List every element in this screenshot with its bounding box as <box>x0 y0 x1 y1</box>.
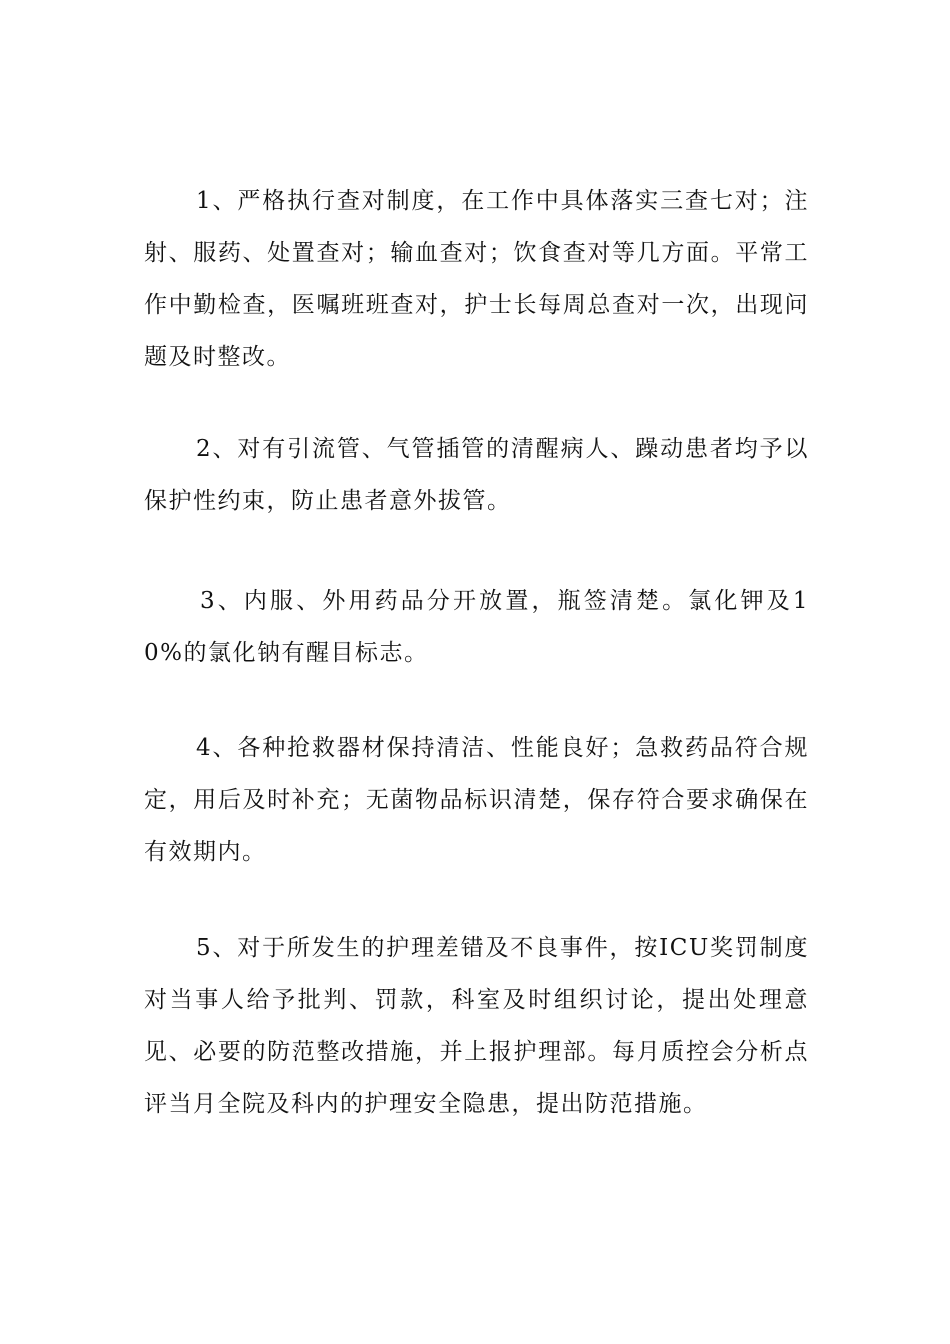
paragraph-2: 2、对有引流管、气管插管的清醒病人、躁动患者均予以保护性约束，防止患者意外拔管。 <box>144 436 809 514</box>
paragraph-3: 3、内服、外用药品分开放置，瓶签清楚。氯化钾及10%的氯化钠有醒目标志。 <box>144 588 809 666</box>
paragraph-4: 4、各种抢救器材保持清洁、性能良好；急救药品符合规定，用后及时补充；无菌物品标识清楚，保存符合要求确保在有效期内。 <box>144 735 809 865</box>
paragraph-5: 5、对于所发生的护理差错及不良事件，按ICU奖罚制度对当事人给予批判、罚款，科室及时组织讨论，提出处理意见、必要的防范整改措施，并上报护理部。每月质控会分析点评当月全院及科内的护理安全隐患，提出防范措施。 <box>144 935 809 1117</box>
paragraph-1: 1、严格执行查对制度，在工作中具体落实三查七对；注射、服药、处置查对；输血查对；饮食查对等几方面。平常工作中勤检查，医嘱班班查对，护士长每周总查对一次，出现问题及时整改。 <box>144 188 809 370</box>
